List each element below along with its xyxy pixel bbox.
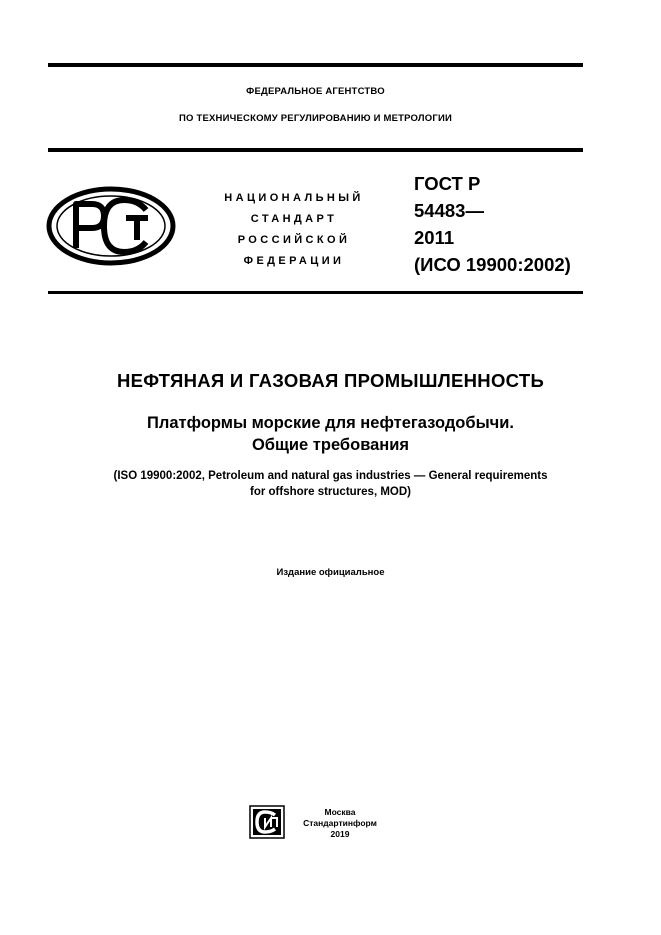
document-title: НЕФТЯНАЯ И ГАЗОВАЯ ПРОМЫШЛЕННОСТЬ: [116, 370, 545, 391]
bottom-rule: [48, 291, 583, 294]
middle-rule: [48, 148, 583, 152]
top-rule: [48, 63, 583, 67]
publisher-info: [297, 807, 383, 840]
edition-label: Издание официальное: [276, 567, 385, 578]
national-standard-label: [200, 188, 388, 272]
publisher-name: Стандартинформ: [303, 818, 377, 828]
iso-line-2: for offshore structures, MOD): [249, 486, 411, 498]
national-line-4: ФЕДЕРАЦИИ: [243, 255, 345, 267]
designation-line-3: 2011: [414, 227, 455, 248]
standartinform-logo-icon: [249, 805, 285, 839]
standard-designation: [414, 170, 571, 278]
designation-line-4: (ИСО 19900:2002): [414, 254, 571, 275]
designation-line-1: ГОСТ Р: [414, 173, 481, 194]
agency-name-line-1: ФЕДЕРАЛЬНОЕ АГЕНТСТВО: [246, 86, 385, 97]
agency-name-line-2: ПО ТЕХНИЧЕСКОМУ РЕГУЛИРОВАНИЮ И МЕТРОЛОГИИ: [179, 113, 452, 124]
designation-line-2: 54483—: [414, 200, 484, 221]
subtitle-line-2: Общие требования: [251, 436, 410, 454]
publisher-year: 2019: [330, 829, 350, 839]
document-subtitle: [30, 412, 631, 456]
publisher-city: Москва: [324, 807, 356, 817]
iso-line-1: (ISO 19900:2002, Petroleum and natural gas industries — General requirements: [113, 470, 548, 482]
iso-reference-note: [30, 468, 631, 500]
subtitle-line-1: Платформы морские для нефтегазодобычи.: [147, 414, 514, 432]
national-line-1: НАЦИОНАЛЬНЫЙ: [224, 192, 364, 204]
rst-certification-mark-icon: [46, 186, 176, 266]
national-line-2: СТАНДАРТ: [250, 213, 338, 225]
national-line-3: РОССИЙСКОЙ: [237, 234, 351, 246]
